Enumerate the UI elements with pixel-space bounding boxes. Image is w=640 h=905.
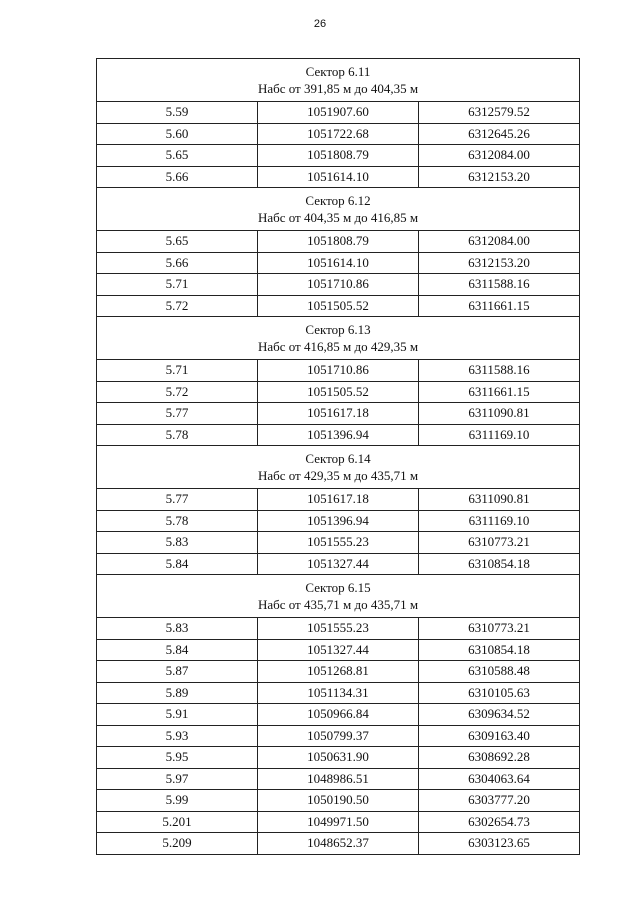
- y-coordinate-cell: 6309634.52: [419, 704, 580, 726]
- point-number-cell: 5.72: [97, 381, 258, 403]
- sector-header-row: [97, 59, 580, 102]
- table-row: [97, 295, 580, 317]
- table-row: [97, 553, 580, 575]
- sector-height-range: Набс от 416,85 м до 429,35 м: [257, 338, 419, 354]
- table-row: [97, 618, 580, 640]
- table-row: [97, 704, 580, 726]
- table-row: [97, 381, 580, 403]
- point-number-cell: 5.71: [97, 274, 258, 296]
- x-coordinate-cell: 1050631.90: [258, 747, 419, 769]
- y-coordinate-cell: 6310773.21: [419, 618, 580, 640]
- point-number-cell: 5.99: [97, 790, 258, 812]
- table-row: [97, 252, 580, 274]
- sector-height-range: Набс от 404,35 м до 416,85 м: [257, 209, 419, 225]
- sector-title: Сектор 6.13: [305, 321, 371, 337]
- table-row: [97, 682, 580, 704]
- y-coordinate-cell: 6312084.00: [419, 231, 580, 253]
- point-number-cell: 5.93: [97, 725, 258, 747]
- y-coordinate-cell: 6310588.48: [419, 661, 580, 683]
- sector-header-row: [97, 446, 580, 489]
- y-coordinate-cell: 6309163.40: [419, 725, 580, 747]
- y-coordinate-cell: 6312579.52: [419, 102, 580, 124]
- y-coordinate-cell: 6312153.20: [419, 166, 580, 188]
- x-coordinate-cell: 1051808.79: [258, 231, 419, 253]
- x-coordinate-cell: 1051617.18: [258, 403, 419, 425]
- point-number-cell: 5.72: [97, 295, 258, 317]
- sector-title: Сектор 6.12: [305, 192, 371, 208]
- point-number-cell: 5.66: [97, 166, 258, 188]
- x-coordinate-cell: 1051907.60: [258, 102, 419, 124]
- table-row: [97, 274, 580, 296]
- y-coordinate-cell: 6311090.81: [419, 403, 580, 425]
- table-row: [97, 833, 580, 855]
- point-number-cell: 5.89: [97, 682, 258, 704]
- y-coordinate-cell: 6312153.20: [419, 252, 580, 274]
- point-number-cell: 5.78: [97, 510, 258, 532]
- sector-header: [97, 59, 580, 102]
- sector-header-row: [97, 317, 580, 360]
- point-number-cell: 5.65: [97, 145, 258, 167]
- y-coordinate-cell: 6310854.18: [419, 639, 580, 661]
- table-row: [97, 661, 580, 683]
- sector-height-range: Набс от 429,35 м до 435,71 м: [257, 467, 419, 483]
- y-coordinate-cell: 6310854.18: [419, 553, 580, 575]
- sector-title: Сектор 6.11: [305, 63, 371, 79]
- x-coordinate-cell: 1051327.44: [258, 639, 419, 661]
- y-coordinate-cell: 6308692.28: [419, 747, 580, 769]
- table-row: [97, 166, 580, 188]
- table-row: [97, 403, 580, 425]
- point-number-cell: 5.77: [97, 489, 258, 511]
- sector-header-row: [97, 188, 580, 231]
- table-row: [97, 489, 580, 511]
- sector-header: [97, 188, 580, 231]
- table-row: [97, 231, 580, 253]
- x-coordinate-cell: 1048986.51: [258, 768, 419, 790]
- point-number-cell: 5.84: [97, 553, 258, 575]
- y-coordinate-cell: 6302654.73: [419, 811, 580, 833]
- table-row: [97, 725, 580, 747]
- table-row: [97, 639, 580, 661]
- point-number-cell: 5.84: [97, 639, 258, 661]
- x-coordinate-cell: 1050190.50: [258, 790, 419, 812]
- sector-title: Сектор 6.14: [305, 450, 371, 466]
- point-number-cell: 5.59: [97, 102, 258, 124]
- page-number: 26: [313, 18, 327, 30]
- sector-height-range: Набс от 435,71 м до 435,71 м: [257, 596, 419, 612]
- x-coordinate-cell: 1051710.86: [258, 360, 419, 382]
- x-coordinate-cell: 1051614.10: [258, 252, 419, 274]
- y-coordinate-cell: 6311169.10: [419, 424, 580, 446]
- sector-header: [97, 446, 580, 489]
- y-coordinate-cell: 6311588.16: [419, 360, 580, 382]
- x-coordinate-cell: 1051396.94: [258, 424, 419, 446]
- point-number-cell: 5.95: [97, 747, 258, 769]
- y-coordinate-cell: 6304063.64: [419, 768, 580, 790]
- x-coordinate-cell: 1048652.37: [258, 833, 419, 855]
- x-coordinate-cell: 1051617.18: [258, 489, 419, 511]
- x-coordinate-cell: 1050966.84: [258, 704, 419, 726]
- sector-header: [97, 575, 580, 618]
- point-number-cell: 5.91: [97, 704, 258, 726]
- point-number-cell: 5.71: [97, 360, 258, 382]
- x-coordinate-cell: 1051555.23: [258, 532, 419, 554]
- x-coordinate-cell: 1051505.52: [258, 295, 419, 317]
- table-row: [97, 510, 580, 532]
- table-row: [97, 811, 580, 833]
- x-coordinate-cell: 1051505.52: [258, 381, 419, 403]
- table-row: [97, 768, 580, 790]
- y-coordinate-cell: 6310773.21: [419, 532, 580, 554]
- point-number-cell: 5.87: [97, 661, 258, 683]
- table-row: [97, 102, 580, 124]
- y-coordinate-cell: 6303123.65: [419, 833, 580, 855]
- x-coordinate-cell: 1051808.79: [258, 145, 419, 167]
- table-row: [97, 123, 580, 145]
- y-coordinate-cell: 6312645.26: [419, 123, 580, 145]
- table-row: [97, 424, 580, 446]
- y-coordinate-cell: 6311661.15: [419, 295, 580, 317]
- y-coordinate-cell: 6311661.15: [419, 381, 580, 403]
- table-row: [97, 790, 580, 812]
- x-coordinate-cell: 1051722.68: [258, 123, 419, 145]
- table-row: [97, 360, 580, 382]
- table-row: [97, 747, 580, 769]
- x-coordinate-cell: 1051614.10: [258, 166, 419, 188]
- y-coordinate-cell: 6312084.00: [419, 145, 580, 167]
- point-number-cell: 5.77: [97, 403, 258, 425]
- x-coordinate-cell: 1051555.23: [258, 618, 419, 640]
- point-number-cell: 5.83: [97, 532, 258, 554]
- x-coordinate-cell: 1050799.37: [258, 725, 419, 747]
- table-row: [97, 145, 580, 167]
- x-coordinate-cell: 1051134.31: [258, 682, 419, 704]
- x-coordinate-cell: 1051396.94: [258, 510, 419, 532]
- x-coordinate-cell: 1051268.81: [258, 661, 419, 683]
- y-coordinate-cell: 6311169.10: [419, 510, 580, 532]
- point-number-cell: 5.201: [97, 811, 258, 833]
- point-number-cell: 5.83: [97, 618, 258, 640]
- coordinates-table: [96, 58, 580, 855]
- coordinates-table-body: [97, 59, 580, 855]
- y-coordinate-cell: 6311090.81: [419, 489, 580, 511]
- y-coordinate-cell: 6310105.63: [419, 682, 580, 704]
- point-number-cell: 5.78: [97, 424, 258, 446]
- sector-header: [97, 317, 580, 360]
- table-row: [97, 532, 580, 554]
- y-coordinate-cell: 6303777.20: [419, 790, 580, 812]
- sector-title: Сектор 6.15: [305, 579, 371, 595]
- sector-height-range: Набс от 391,85 м до 404,35 м: [257, 80, 419, 96]
- x-coordinate-cell: 1051710.86: [258, 274, 419, 296]
- point-number-cell: 5.65: [97, 231, 258, 253]
- point-number-cell: 5.66: [97, 252, 258, 274]
- y-coordinate-cell: 6311588.16: [419, 274, 580, 296]
- point-number-cell: 5.97: [97, 768, 258, 790]
- sector-header-row: [97, 575, 580, 618]
- point-number-cell: 5.209: [97, 833, 258, 855]
- point-number-cell: 5.60: [97, 123, 258, 145]
- x-coordinate-cell: 1051327.44: [258, 553, 419, 575]
- x-coordinate-cell: 1049971.50: [258, 811, 419, 833]
